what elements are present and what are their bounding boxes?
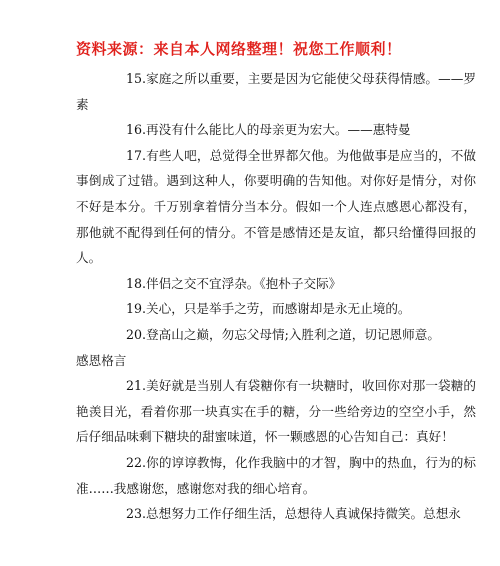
paragraph-text: 登高山之巅，勿忘父母情;入胜利之道，切记恩师意。 bbox=[146, 326, 440, 342]
section-heading-text: 感恩格言 bbox=[76, 352, 127, 368]
paragraph-22 bbox=[76, 450, 476, 501]
paragraph-17 bbox=[76, 143, 476, 271]
paragraph-text: 家庭之所以重要，主要是因为它能使父母获得情感。——罗素 bbox=[76, 71, 476, 112]
paragraph-15 bbox=[76, 66, 476, 117]
paragraph-16 bbox=[76, 117, 476, 143]
paragraph-text: 再没有什么能比人的母亲更为宏大。——惠特曼 bbox=[146, 122, 411, 138]
paragraph-number: 15. bbox=[126, 71, 147, 86]
source-line: 资料来源：来自本人网络整理！祝您工作顺利！ bbox=[76, 40, 402, 58]
paragraph-19 bbox=[76, 296, 476, 322]
paragraph-number: 17. bbox=[126, 147, 147, 163]
paragraph-number: 20. bbox=[126, 326, 147, 342]
paragraph-number: 19. bbox=[126, 301, 147, 317]
section-heading bbox=[76, 348, 476, 374]
paragraph-text: 美好就是当别人有袋糖你有一块糖时，收回你对那一袋糖的艳羡目光，看着你那一块真实在手的糖，分一些给旁边的空空小手，然后仔细品味剩下糖块的甜蜜味道，怀一颗感恩的心告知自己：真好！ bbox=[76, 378, 476, 445]
paragraph-23 bbox=[76, 501, 476, 527]
document-body bbox=[76, 66, 476, 527]
paragraph-20 bbox=[76, 322, 476, 348]
paragraph-number: 23. bbox=[126, 506, 147, 522]
paragraph-number: 18. bbox=[126, 275, 147, 291]
paragraph-number: 16. bbox=[126, 122, 147, 138]
paragraph-text: 伴侣之交不宜浮杂。《抱朴子交际》 bbox=[146, 275, 342, 291]
paragraph-number: 21. bbox=[126, 378, 147, 394]
paragraph-text: 关心，只是举手之劳，而感谢却是永无止境的。 bbox=[146, 301, 411, 317]
paragraph-text: 你的谆谆教悔，化作我脑中的才智，胸中的热血，行为的标准……我感谢您，感谢您对我的细心培育。 bbox=[76, 454, 476, 496]
paragraph-18 bbox=[76, 271, 476, 297]
paragraph-21 bbox=[76, 373, 476, 450]
paragraph-text: 总想努力工作仔细生活，总想待人真诚保持微笑。总想永 bbox=[146, 506, 461, 522]
paragraph-number: 22. bbox=[126, 454, 147, 470]
paragraph-text: 有些人吧，总觉得全世界都欠他。为他做事是应当的，不做事倒成了过错。遇到这种人，你要明确的告知他。对你好是情分，对你不好是本分。千万别拿着情分当本分。假如一个人连点感恩心都没有，那他就不配得到任何的情分。不管是感情还是友谊，都只给懂得回报的人。 bbox=[76, 147, 476, 266]
